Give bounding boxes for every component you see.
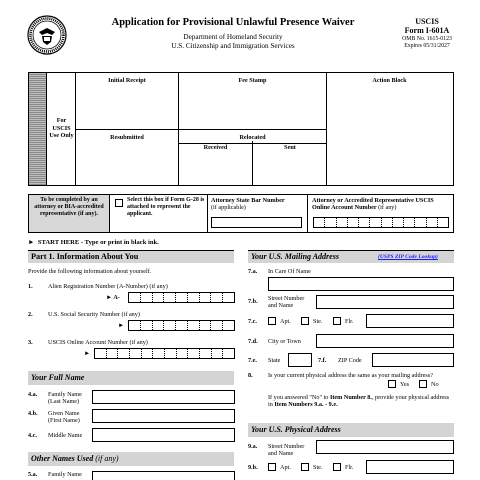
f5a-number: 5.a. — [28, 471, 38, 478]
f7a-label: In Care Of Name — [268, 268, 311, 275]
f7d-label: City or Town — [268, 338, 301, 345]
uscis-online-account-input[interactable] — [94, 348, 235, 359]
g28-label: Select this box if Form G-28 is attached to represent the applicant. — [127, 197, 205, 217]
f4b-label: Given Name (First Name) — [48, 410, 80, 424]
other-family-name-input[interactable] — [92, 471, 235, 480]
f4a-number: 4.a. — [28, 391, 38, 398]
family-name-input[interactable] — [92, 390, 235, 404]
online-account-arrow: ► — [84, 350, 91, 357]
physical-apt-label: Apt. — [280, 464, 291, 471]
attorney-row — [28, 194, 454, 233]
other-names-header — [28, 452, 234, 466]
a-number-input[interactable] — [128, 292, 235, 303]
part1-header — [28, 250, 234, 263]
part1-title: Part 1. Information About You — [31, 252, 139, 261]
q2-number: 2. — [28, 311, 33, 318]
f7f-label: ZIP Code — [338, 357, 362, 364]
initial-receipt-cell — [76, 73, 179, 130]
f7c-number: 7.c. — [248, 318, 257, 325]
q8-number: 8. — [248, 372, 253, 379]
sent-cell — [253, 141, 327, 185]
q8-yes-checkbox[interactable] — [388, 380, 396, 388]
relocated-label: Relocated — [179, 134, 326, 144]
a-number-prefix: ► A- — [106, 294, 120, 301]
f4c-number: 4.c. — [28, 432, 37, 439]
resubmitted-label: Resubmitted — [110, 134, 144, 141]
physical-flr-label: Flr. — [345, 464, 354, 471]
mailing-title: Your U.S. Mailing Address — [251, 252, 339, 261]
f9a-label: Street Number and Name — [268, 443, 305, 457]
dhs-seal-icon — [27, 15, 67, 55]
f7d-number: 7.d. — [248, 338, 258, 345]
mailing-ste-checkbox[interactable] — [301, 317, 309, 325]
resubmitted-cell — [76, 130, 179, 185]
mailing-zip-input[interactable] — [372, 353, 454, 367]
f7a-number: 7.a. — [248, 268, 258, 275]
q1-number: 1. — [28, 283, 33, 290]
f7b-number: 7.b. — [248, 298, 258, 305]
mailing-apt-checkbox[interactable] — [268, 317, 276, 325]
page-title: Application for Provisional Unlawful Presence Waiver — [111, 17, 355, 28]
uscis-use-block — [28, 72, 454, 186]
q8-yes-label: Yes — [400, 381, 410, 388]
action-block-label: Action Block — [372, 77, 407, 84]
action-block-cell — [327, 73, 452, 185]
usps-zip-lookup-link[interactable]: (USPS ZIP Code Lookup) — [378, 254, 438, 260]
f4c-label: Middle Name — [48, 432, 83, 439]
department-name: Department of Homeland Security — [183, 33, 283, 41]
mailing-street-input[interactable] — [316, 295, 454, 309]
right-arrow-icon: ► — [28, 239, 35, 246]
uscis-use-label-cell — [47, 73, 76, 185]
uscis-use-label: For USCIS Use Only — [49, 117, 74, 140]
form-id: Form I-601A — [404, 26, 450, 35]
fee-stamp-cell — [179, 73, 327, 130]
mailing-flr-checkbox[interactable] — [333, 317, 341, 325]
part1-intro: Provide the following information about yourself. — [28, 268, 152, 275]
ssn-arrow: ► — [118, 322, 125, 329]
received-cell — [179, 141, 253, 185]
online-account-input[interactable] — [313, 217, 449, 228]
bar-number-input[interactable] — [211, 217, 302, 228]
q8-no-checkbox[interactable] — [419, 380, 427, 388]
physical-ste-checkbox[interactable] — [301, 463, 309, 471]
physical-flr-checkbox[interactable] — [333, 463, 341, 471]
bar-number-label: Attorney State Bar Number — [211, 197, 285, 204]
online-account-label: Attorney or Accredited Representative USCIS Online Account Number (if any) — [312, 197, 434, 211]
q8-label: Is your current physical address the same as your mailing address? — [268, 372, 433, 379]
f7e-number: 7.e. — [248, 357, 257, 364]
initial-receipt-label: Initial Receipt — [108, 77, 146, 84]
in-care-of-input[interactable] — [268, 277, 454, 291]
mailing-apt-label: Apt. — [280, 318, 291, 325]
f7e-label: State — [268, 357, 281, 364]
q8-instructions: If you answered "No" to Item Number 8., provide your physical address in Item Numbers 9.a. - 9.e. — [268, 394, 450, 408]
attorney-completed-label: To be completed by an attorney or BIA-accredited representative (if any). — [34, 197, 104, 218]
f7f-number: 7.f. — [318, 357, 327, 364]
mailing-header — [248, 250, 454, 263]
physical-unit-input[interactable] — [366, 460, 454, 474]
g28-checkbox[interactable] — [115, 199, 123, 207]
expiration-date: Expires 05/31/2027 — [404, 43, 450, 49]
attorney-completed-cell — [29, 195, 110, 232]
f4b-number: 4.b. — [28, 410, 38, 417]
mailing-flr-label: Flr. — [345, 318, 354, 325]
q3-number: 3. — [28, 339, 33, 346]
form-agency: USCIS — [415, 17, 439, 26]
f7b-label: Street Number and Name — [268, 295, 305, 309]
agency-name: U.S. Citizenship and Immigration Services — [171, 42, 295, 50]
f9b-number: 9.b. — [248, 464, 258, 471]
physical-title: Your U.S. Physical Address — [251, 425, 341, 434]
middle-name-input[interactable] — [92, 428, 235, 442]
f9a-number: 9.a. — [248, 443, 258, 450]
sent-label: Sent — [284, 144, 296, 151]
f4a-label: Family Name (Last Name) — [48, 391, 82, 405]
fee-stamp-label: Fee Stamp — [238, 77, 267, 84]
f5a-label: Family Name — [48, 471, 82, 478]
received-label: Received — [203, 144, 228, 151]
q2-label: U.S. Social Security Number (if any) — [48, 311, 140, 318]
mailing-ste-label: Ste. — [313, 318, 323, 325]
given-name-input[interactable] — [92, 409, 235, 423]
uscis-use-side-bar — [29, 73, 47, 185]
relocated-cell — [179, 130, 327, 185]
physical-header — [248, 423, 454, 437]
physical-street-input[interactable] — [316, 440, 454, 454]
bar-number-note: (if applicable) — [211, 204, 246, 211]
q8-no-label: No — [431, 381, 439, 388]
mailing-state-input[interactable] — [288, 353, 312, 367]
q3-label: USCIS Online Account Number (if any) — [48, 339, 148, 346]
q1-label: Alien Registration Number (A-Number) (if any) — [48, 283, 168, 290]
mailing-city-input[interactable] — [316, 334, 454, 348]
physical-ste-label: Ste. — [313, 464, 323, 471]
other-names-title: Other Names Used (if any) — [31, 454, 119, 463]
full-name-header — [28, 371, 234, 385]
ssn-input[interactable] — [128, 320, 235, 331]
omb-number: OMB No. 1615-0123 — [402, 36, 452, 42]
full-name-title: Your Full Name — [31, 373, 85, 382]
start-here: ► START HERE - Type or print in black ink. — [28, 239, 159, 246]
mailing-unit-input[interactable] — [366, 314, 454, 328]
physical-apt-checkbox[interactable] — [268, 463, 276, 471]
